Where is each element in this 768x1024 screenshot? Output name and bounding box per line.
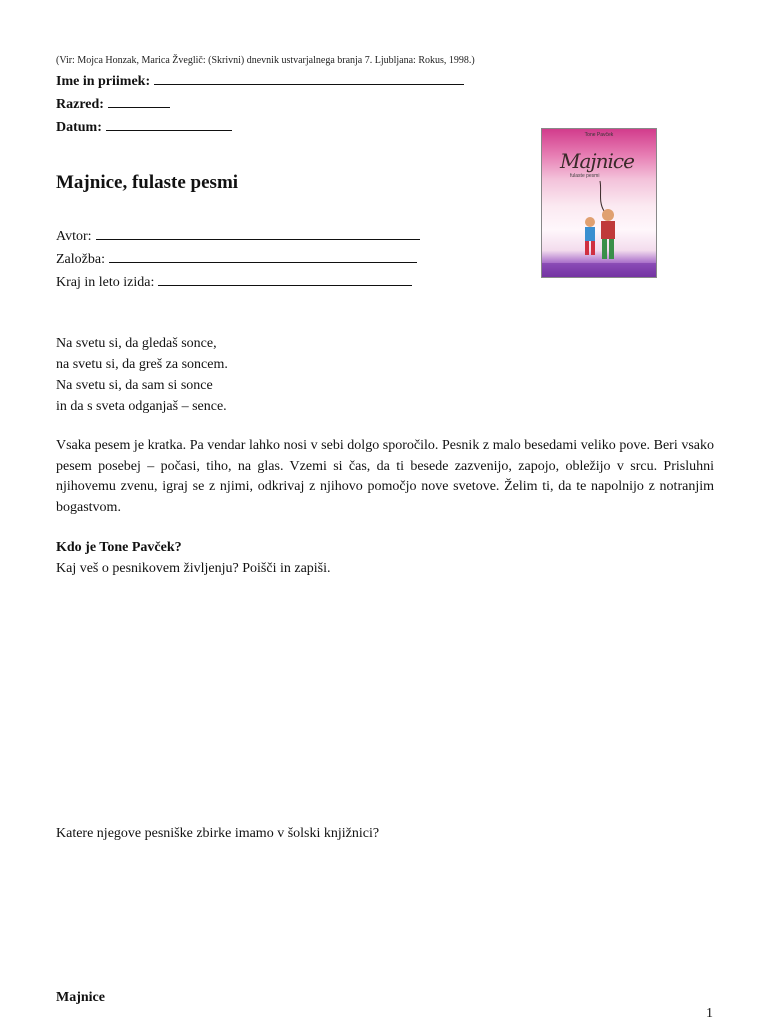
book-cover-image [541,128,657,278]
date-line [106,117,232,131]
section-heading-poet: Kdo je Tone Pavček? [56,540,182,555]
section-heading-majnice: Majnice [56,990,105,1005]
name-label: Ime in priimek: [56,74,151,89]
date-field [56,117,232,136]
poem [56,333,228,417]
name-field [56,71,464,90]
page-title: Majnice, fulaste pesmi [56,172,239,193]
cover-author: Tone Pavček [584,132,614,138]
poem-line: Na svetu si, da sam si sonce [56,378,213,393]
class-field [56,94,170,113]
publisher-line [109,249,417,263]
intro-paragraph: Vsaka pesem je kratka. Pa vendar lahko nosi v sebi dolgo sporočilo. Pesnik z malo besedami veliko pove. Beri vsako pesem posebej – počasi, tiho, na glas. Vzemi si čas, da ti besede zazvenijo, zapojo, obležijo v srcu. Prisluhni njihovemu zvenu, igraj se z njimi, odkrivaj z njihovo pomočjo nove svetove. Želim ti, da te napolnijo z notranjim bogastvom. [56,438,714,515]
name-line [154,71,464,85]
publisher-field [56,249,417,268]
author-label: Avtor: [56,229,92,244]
poem-line: na svetu si, da greš za soncem. [56,357,228,372]
class-line [108,94,170,108]
place-year-label: Kraj in leto izida: [56,275,155,290]
date-label: Datum: [56,120,102,135]
cover-subtitle: fulaste pesmi [570,173,600,179]
place-year-line [158,272,412,286]
poem-line: Na svetu si, da gledaš sonce, [56,336,217,351]
poem-line: in da s sveta odganjaš – sence. [56,399,227,414]
source-citation: (Vir: Mojca Honzak, Marica Žveglič: (Skrivni) dnevnik ustvarjalnega branja 7. Ljubljana: Rokus, 1998.) [56,55,475,66]
question-library-collections: Katere njegove pesniške zbirke imamo v šolski knjižnici? [56,826,380,841]
page-number: 1 [706,1006,713,1021]
class-label: Razred: [56,97,104,112]
place-year-field [56,272,412,291]
author-field [56,226,420,245]
author-line [96,226,420,240]
cover-illustration [542,129,657,278]
cover-title: Majnice [560,149,634,173]
question-poet-life: Kaj veš o pesnikovem življenju? Poišči in zapiši. [56,561,331,576]
publisher-label: Založba: [56,252,105,267]
